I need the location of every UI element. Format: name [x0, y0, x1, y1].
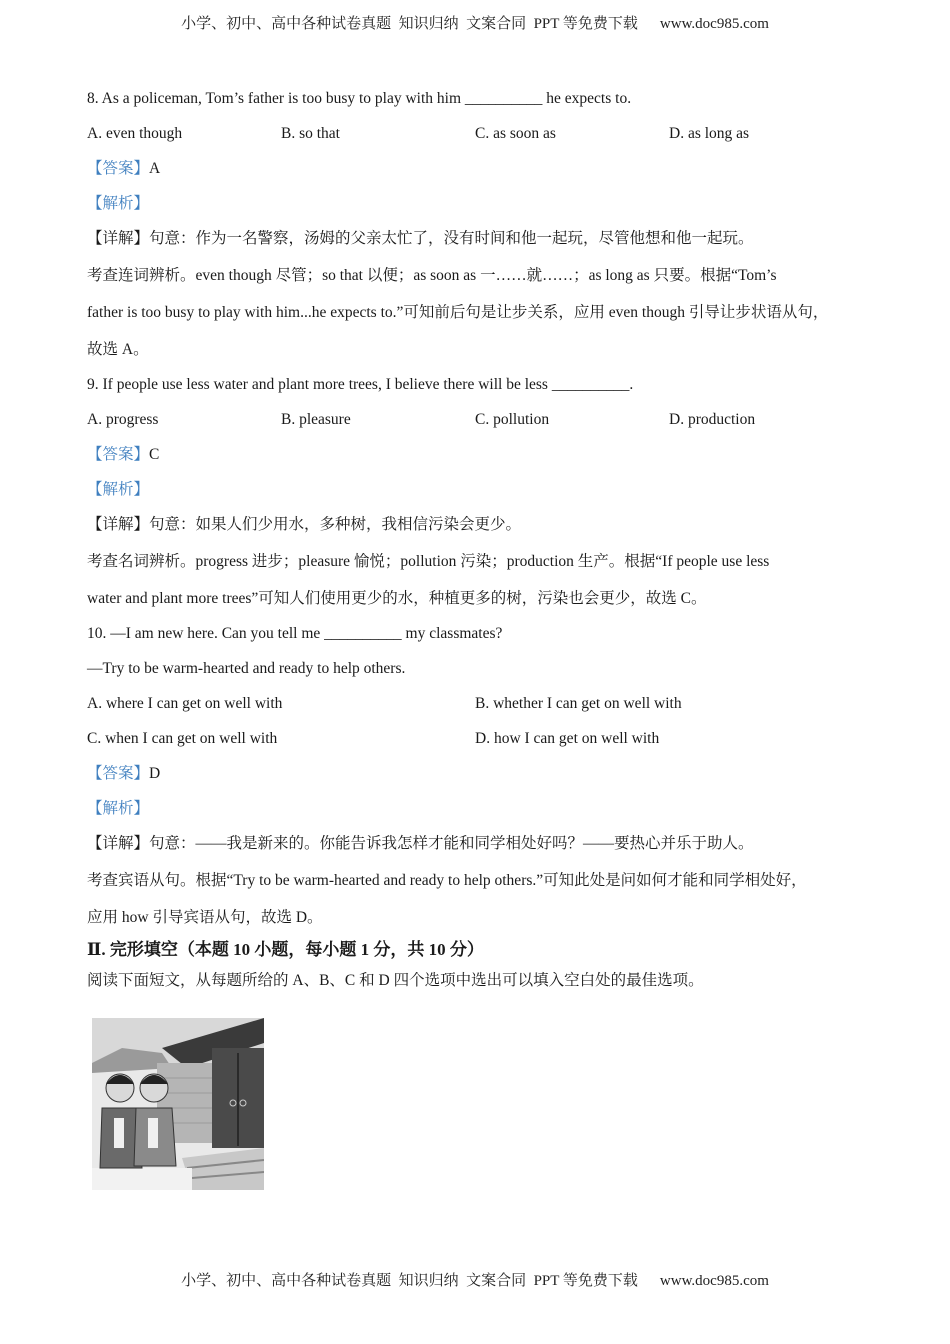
- detail-label: 【详解】: [87, 516, 150, 533]
- answer-value: A: [149, 160, 161, 177]
- analysis-label: 【解析】: [87, 800, 150, 817]
- detail-line: 考查连词辨析。even though 尽管；so that 以便；as soon as 一……就……；as long as 只要。根据“Tom’s: [87, 267, 777, 284]
- options-row: [87, 409, 877, 431]
- option-a: A. even though: [87, 125, 183, 142]
- analysis-line: [87, 193, 877, 215]
- option-b: B. pleasure: [281, 411, 351, 428]
- detail-line: [87, 514, 877, 536]
- detail-label: 【详解】: [87, 230, 150, 247]
- analysis-line: [87, 479, 877, 501]
- detail-label: 【详解】: [87, 835, 150, 852]
- illustration-boys-at-gate: [92, 1018, 264, 1190]
- question-stem-reply: —Try to be warm-hearted and ready to help others.: [87, 660, 406, 677]
- analysis-label: 【解析】: [87, 195, 150, 212]
- header-text: 小学、初中、高中各种试卷真题 知识归纳 文案合同 PPT 等免费下载: [181, 16, 638, 32]
- footer-url[interactable]: www.doc985.com: [659, 1273, 769, 1289]
- option-b: B. so that: [281, 125, 340, 142]
- detail-text: 句意：——我是新来的。你能告诉我怎样才能和同学相处好吗？——要热心并乐于助人。: [149, 835, 754, 852]
- detail-line: [87, 228, 877, 250]
- page-footer: [0, 1269, 950, 1290]
- options-row: [87, 693, 877, 715]
- option-a: A. progress: [87, 411, 159, 428]
- detail-line: water and plant more trees”可知人们使用更少的水，种植更多的树，污染也会更少，故选 C。: [87, 590, 707, 607]
- question-10: [87, 623, 877, 929]
- detail-line: 应用 how 引导宾语从句，故选 D。: [87, 909, 323, 926]
- detail-line: 考查宾语从句。根据“Try to be warm-hearted and ready to help others.”可知此处是问如何才能和同学相处好，: [87, 872, 807, 889]
- answer-value: C: [149, 446, 160, 463]
- detail-line: 故选 A。: [87, 341, 149, 358]
- illustration-image: [92, 1018, 264, 1190]
- answer-line: [87, 444, 877, 466]
- answer-label: 【答案】: [87, 160, 150, 177]
- answer-line: [87, 763, 877, 785]
- answer-label: 【答案】: [87, 446, 150, 463]
- detail-line: [87, 833, 877, 855]
- section-instruction: 阅读下面短文，从每题所给的 A、B、C 和 D 四个选项中选出可以填入空白处的最佳选项。: [87, 972, 704, 989]
- option-c: C. pollution: [475, 411, 550, 428]
- answer-line: [87, 158, 877, 180]
- detail-line: father is too busy to play with him...he expects to.”可知前后句是让步关系，应用 even though 引导让步状语从句，: [87, 304, 829, 321]
- detail-line: 考查名词辨析。progress 进步；pleasure 愉悦；pollution 污染；production 生产。根据“If people use less: [87, 553, 770, 570]
- analysis-label: 【解析】: [87, 481, 150, 498]
- option-d: D. how I can get on well with: [475, 730, 660, 747]
- option-d: D. as long as: [669, 125, 750, 142]
- detail-text: 句意：作为一名警察，汤姆的父亲太忙了，没有时间和他一起玩，尽管他想和他一起玩。: [149, 230, 754, 247]
- question-stem: 8. As a policeman, Tom’s father is too busy to play with him __________ he expects to.: [87, 90, 632, 107]
- document-body: [87, 88, 877, 1005]
- page-header: [0, 12, 950, 33]
- analysis-line: [87, 798, 877, 820]
- footer-text: 小学、初中、高中各种试卷真题 知识归纳 文案合同 PPT 等免费下载: [181, 1273, 638, 1289]
- options-row: [87, 728, 877, 750]
- header-url[interactable]: www.doc985.com: [659, 16, 769, 32]
- option-c: C. as soon as: [475, 125, 556, 142]
- answer-value: D: [149, 765, 161, 782]
- question-stem: 9. If people use less water and plant more trees, I believe there will be less __________.: [87, 376, 634, 393]
- question-stem: 10. —I am new here. Can you tell me __________ my classmates?: [87, 625, 503, 642]
- question-9: [87, 374, 877, 610]
- option-d: D. production: [669, 411, 756, 428]
- detail-text: 句意：如果人们少用水，多种树，我相信污染会更少。: [149, 516, 522, 533]
- answer-label: 【答案】: [87, 765, 150, 782]
- options-row: [87, 123, 877, 145]
- option-c: C. when I can get on well with: [87, 730, 278, 747]
- question-8: [87, 88, 877, 361]
- section-title: Ⅱ. 完形填空（本题 10 小题，每小题 1 分，共 10 分）: [87, 940, 484, 959]
- option-a: A. where I can get on well with: [87, 695, 283, 712]
- option-b: B. whether I can get on well with: [475, 695, 682, 712]
